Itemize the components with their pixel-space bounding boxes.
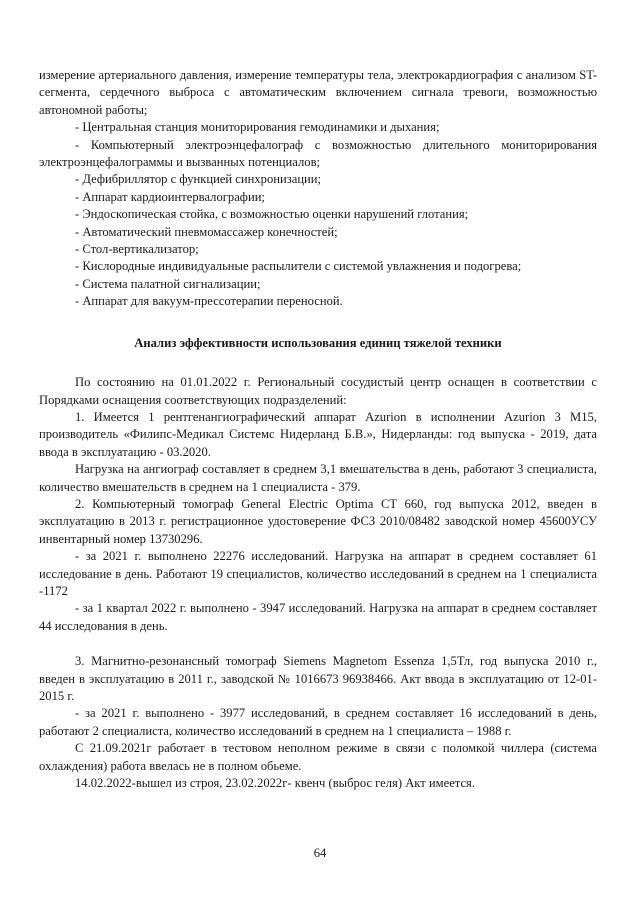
list-item-central-station: - Центральная станция мониторирования гемодинамики и дыхания; [75,120,440,135]
paragraph-intro: По состоянию на 01.01.2022 г. Региональный сосудистый центр оснащен в соответствии с Порядками оснащения соответствующих подразделений: [39,375,597,407]
paragraph-ct-q1-2022: - за 1 квартал 2022 г. выполнено - 3947 исследований. Нагрузка на аппарат в среднем составляет 44 исследования в день. [39,601,597,633]
list-item-pneumomassager: - Автоматический пневмомассажер конечностей; [75,224,338,239]
page-number: 64 [313,846,327,860]
list-item-pressotherapy: - Аппарат для вакуум-прессотерапии переносной. [75,294,343,309]
list-item-tilt-table: - Стол-вертикализатор; [75,242,199,257]
section-heading: Анализ эффективности использования единиц тяжелой техники [134,335,502,350]
paragraph-mri-breakdown: 14.02.2022-вышел из строя, 23.02.2022г- квенч (выброс геля) Акт имеется. [75,776,475,791]
paragraph-mri-test-mode: С 21.09.2021г работает в тестовом неполном режиме в связи с поломкой чиллера (система охлаждения) работа ввелась не в полном обьеме. [39,741,597,773]
list-item-eeg: - Компьютерный электроэнцефалограф с возможностью длительного мониторирования электроэнцефалограммы и вызванных потенциалов; [39,137,597,170]
paragraph-angiograph: 1. Имеется 1 рентгенангиографический аппарат Azurion в исполнении Azurion 3 M15, производитель «Филипс-Медикал Системс Нидерланд Б.В.», Нидерланды: год выпуска - 2019, дата ввода в эксплуатацию - 03.2020. [39,409,597,459]
list-item-defibrillator: - Дефибриллятор с функцией синхронизации; [75,172,322,187]
list-item-cardiointervalography: - Аппарат кардиоинтервалографии; [75,189,265,204]
paragraph-angiograph-load: Нагрузка на ангиограф составляет в среднем 3,1 вмешательства в день, работают 3 специалиста, количество вмешательств в среднем на 1 специалиста - 379. [39,462,597,494]
paragraph-mri-scanner: 3. Магнитно-резонансный томограф Siemens Magnetom Essenza 1,5Тл, год выпуска 2010 г., введен в эксплуатацию в 2011 г., заводской № 1016673 96938466. Акт ввода в эксплуатацию от 12-01-2015 г. [39,654,597,703]
paragraph-monitoring-functions: измерение артериального давления, измерение температуры тела, электрокардиография с анализом ST-сегмента, сердечного выброса с автоматическим включением сигнала тревоги, возможностью автономной работы; [39,68,597,117]
list-item-oxygen-sprayers: - Кислородные индивидуальные распылители с системой увлажнения и подогрева; [75,259,522,274]
list-item-endoscopic-stand: - Эндоскопическая стойка, с возможностью оценки нарушений глотания; [75,207,469,222]
paragraph-mri-2021: - за 2021 г. выполнено - 3977 исследований, в среднем составляет 16 исследований в день, работают 2 специалиста, количество исследований в среднем на 1 специалиста – 1988 г. [39,706,597,738]
list-item-ward-alarm: - Система палатной сигнализации; [75,276,261,291]
paragraph-ct-scanner: 2. Компьютерный томограф General Electric Optima CT 660, год выпуска 2012, введен в эксплуатацию в 2013 г. регистрационное удостоверение ФСЗ 2010/08482 заводской номер 45600УСУ инвентарный номер 13730296. [39,496,597,546]
paragraph-ct-2021: - за 2021 г. выполнено 22276 исследований. Нагрузка на аппарат в среднем составляет 61 исследование в день. Работают 19 специалистов, количество исследований в среднем на 1 специалиста -1172 [39,549,597,598]
